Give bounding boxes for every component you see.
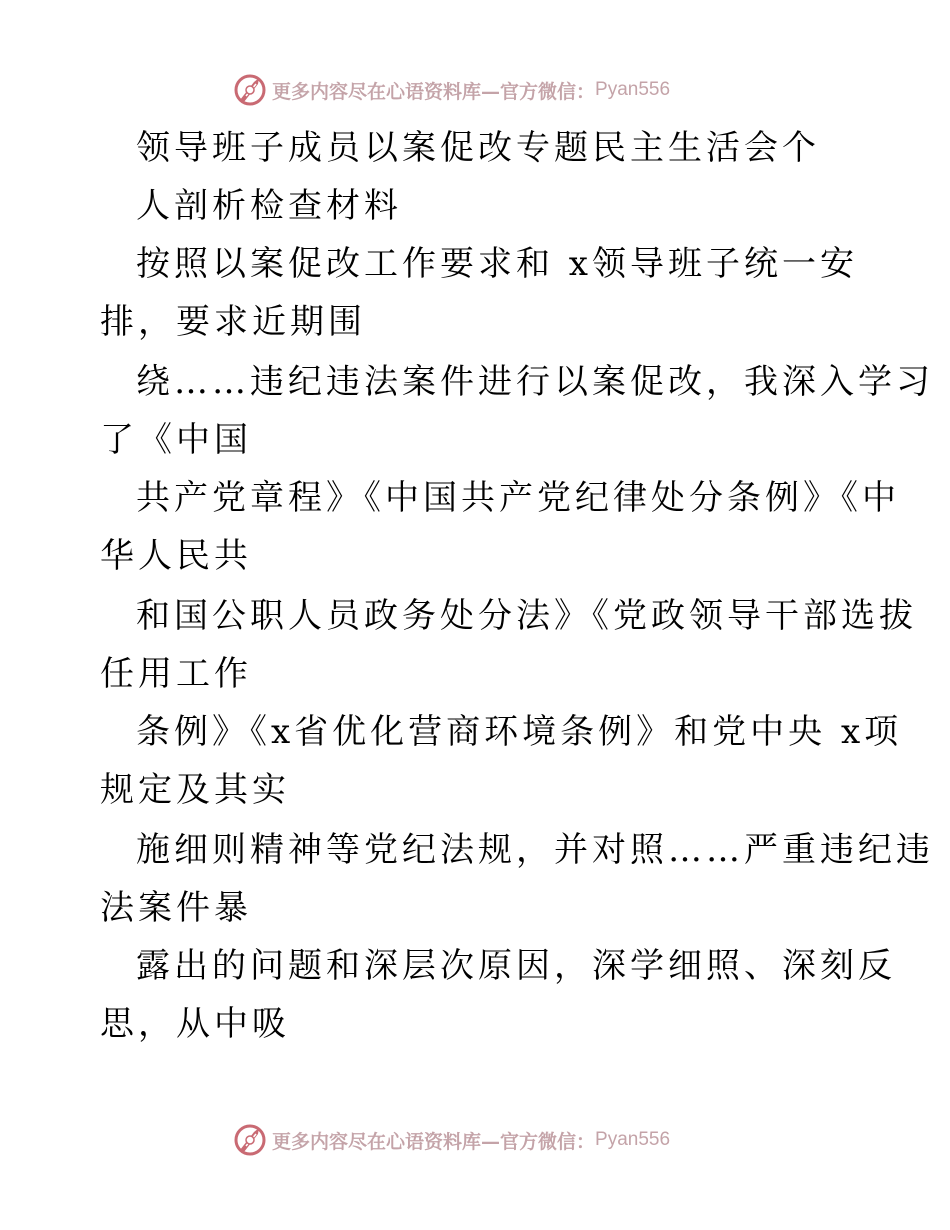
footer-watermark-banner bbox=[232, 1120, 670, 1160]
paragraph-line: 绕……违纪违法案件进行以案促改，我深入学习 bbox=[136, 362, 934, 402]
banner-wechat-id: Pyan556 bbox=[595, 79, 671, 100]
paragraph-line: 排，要求近期围 bbox=[100, 302, 366, 342]
banner-wechat-id: Pyan556 bbox=[595, 1129, 671, 1150]
banner-text: 更多内容尽在心语资料库—官方微信： bbox=[272, 1130, 596, 1153]
paragraph-line: 思，从中吸 bbox=[100, 1004, 290, 1044]
paragraph-line: 任用工作 bbox=[100, 654, 252, 694]
document-title-line-2: 人剖析检查材料 bbox=[136, 186, 402, 226]
paragraph-line: 共产党章程》《中国共产党纪律处分条例》《中 bbox=[136, 478, 900, 518]
paragraph-line: 华人民共 bbox=[100, 536, 252, 576]
paragraph-line: 露出的问题和深层次原因，深学细照、深刻反 bbox=[136, 946, 896, 986]
paragraph-line: 施细则精神等党纪法规，并对照……严重违纪违 bbox=[136, 830, 934, 870]
paragraph-line: 了《中国 bbox=[100, 420, 252, 460]
paragraph-line: 规定及其实 bbox=[100, 770, 290, 810]
paragraph-line: 和国公职人员政务处分法》《党政领导干部选拔 bbox=[136, 596, 917, 636]
banner-text: 更多内容尽在心语资料库—官方微信： bbox=[272, 80, 596, 103]
paragraph-line: 按照以案促改工作要求和 x领导班子统一安 bbox=[136, 244, 858, 284]
paragraph-line: 法案件暴 bbox=[100, 888, 252, 928]
quill-pen-logo-icon bbox=[232, 72, 268, 108]
quill-pen-logo-icon bbox=[232, 1122, 268, 1158]
paragraph-line: 条例》《x省优化营商环境条例》和党中央 x项 bbox=[136, 712, 903, 752]
document-title-line-1: 领导班子成员以案促改专题民主生活会个 bbox=[136, 128, 820, 168]
header-watermark-banner bbox=[232, 70, 670, 110]
